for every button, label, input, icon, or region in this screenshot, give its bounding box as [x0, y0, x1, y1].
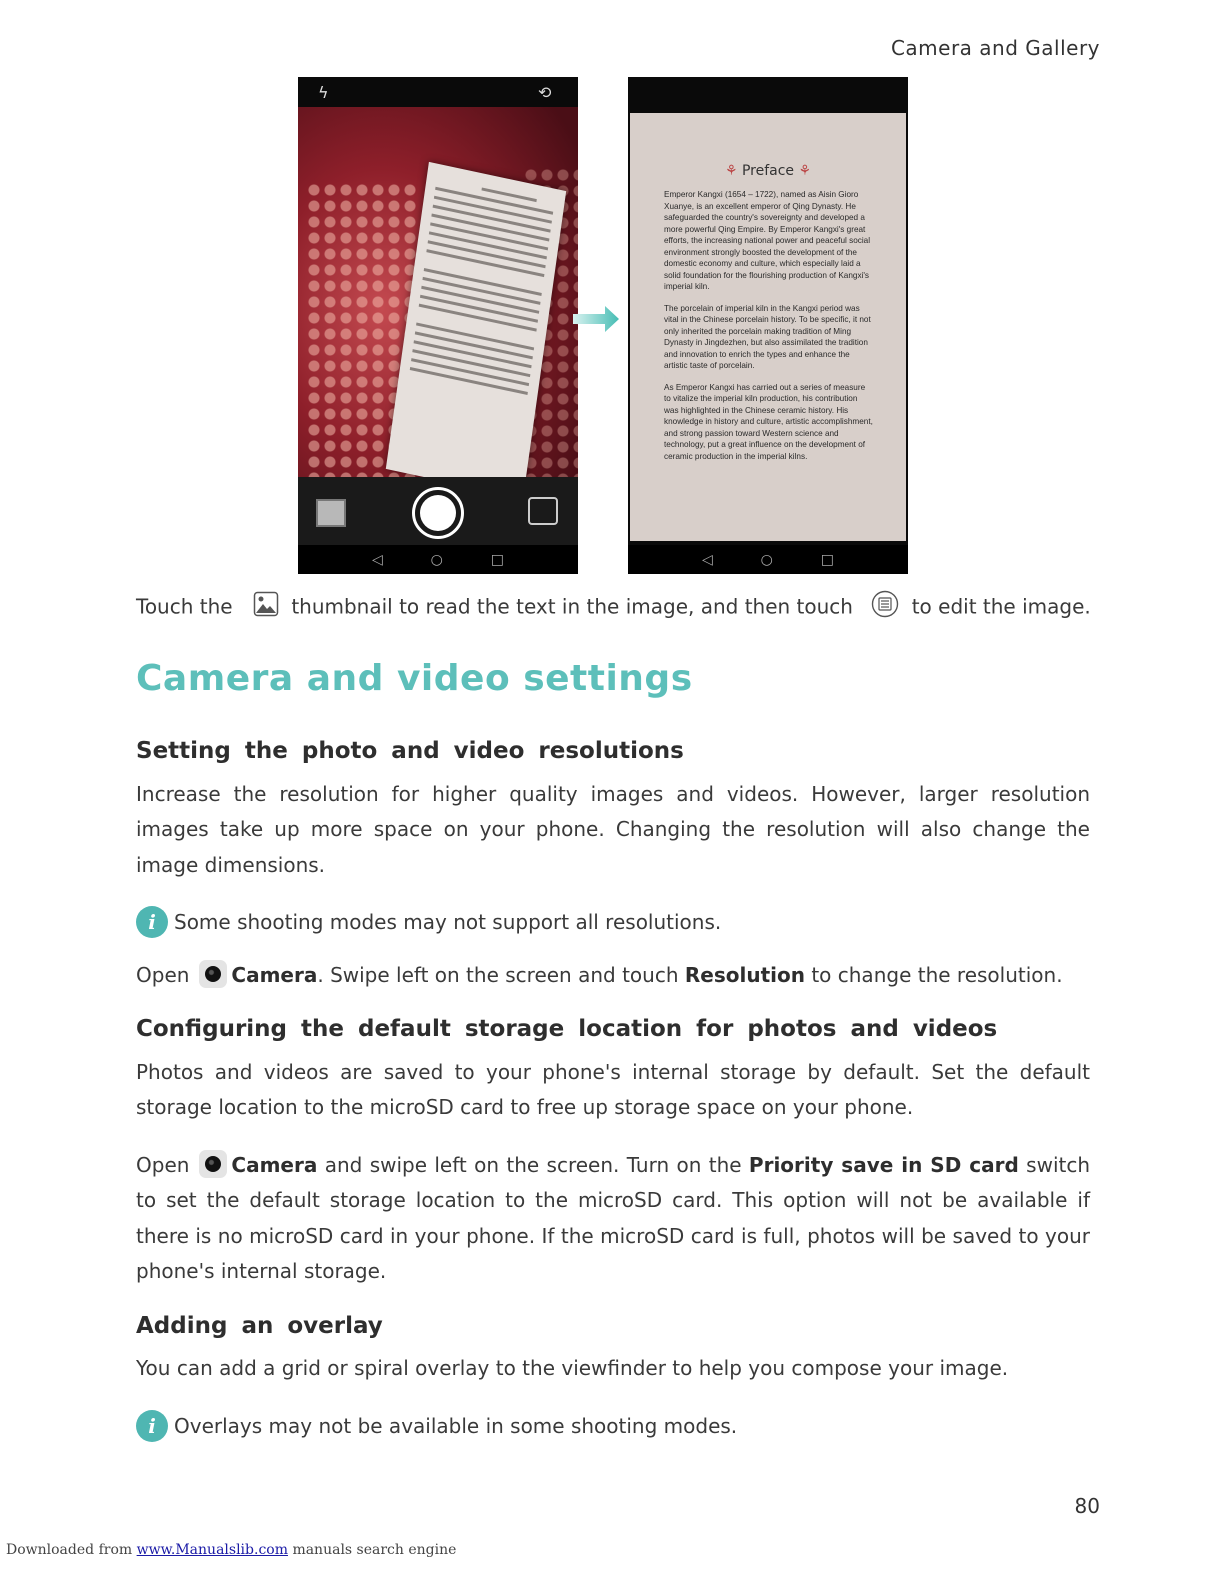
camera-app-icon: [199, 1150, 227, 1178]
resolutions-body: Increase the resolution for higher quality images and videos. However, larger resolution images take up more space on your phone. Changing the resolution will also change the image dimensions.: [136, 782, 1090, 877]
footer: Downloaded from www.Manualslib.com manuals search engine: [6, 1542, 457, 1558]
back-icon[interactable]: ◁: [371, 551, 383, 568]
switch-camera-icon: ⟲: [538, 83, 552, 102]
camera-app-icon: [199, 960, 227, 988]
home-icon[interactable]: ○: [760, 551, 773, 568]
camera-viewfinder-screenshot: [298, 77, 578, 574]
camera-controls: [298, 477, 578, 545]
document-title: ⚘ Preface ⚘: [724, 163, 812, 179]
screenshot-caption: Touch the thumbnail to read the text in the image, and then touch to edit the image.: [136, 594, 1091, 622]
nav-bar: [628, 545, 908, 574]
gallery-thumbnail-button[interactable]: [316, 499, 346, 527]
arrow-right-icon: [573, 306, 619, 332]
video-mode-button[interactable]: [528, 497, 558, 525]
heading-storage: Configuring the default storage location for photos and videos: [136, 1016, 998, 1042]
document-paragraph: As Emperor Kangxi has carried out a series of measure to vitalize the imperial kiln production, his contribution was highlighted in the Chinese ceramic history. His knowledge in history and culture, artistic accomplishment, and strong passion toward Western science and technology, put a great influence on the development of ceramic production in the imperial kilns.: [664, 382, 873, 461]
document-page: [630, 113, 906, 541]
document-paragraph: Emperor Kangxi (1654 – 1722), named as Aisin Gioro Xuanye, is an excellent emperor of Qing Dynasty. He safeguarded the country's sovereignty and developed a more powerful Qing Empire. By Emperor Kangxi's great efforts, the increasing national power and peaceful social environment strongly boosted the development of the domestic economy and culture, which especially laid a solid foundation for the flourishing production of Kangxi's imperial kiln.: [664, 190, 871, 291]
back-icon[interactable]: ◁: [701, 551, 713, 568]
heading-resolutions: Setting the photo and video resolutions: [136, 738, 684, 764]
document-text: [664, 189, 874, 472]
info-icon: i: [136, 906, 168, 938]
recents-icon[interactable]: □: [490, 551, 505, 568]
page-number: 80: [1074, 1494, 1100, 1518]
manualslib-link[interactable]: www.Manualslib.com: [136, 1542, 288, 1558]
home-icon[interactable]: ○: [430, 551, 443, 568]
info-icon: i: [136, 1410, 168, 1442]
page-header-section: Camera and Gallery: [890, 36, 1100, 60]
document-paragraph: The porcelain of imperial kiln in the Kangxi period was vital in the Chinese porcelain history. To be specific, it not only inherited the porcelain making tradition of Ming Dynasty in Jingdezhen, but also assimilated the tradition and innovation to enrich the types and enhance the artistic taste of porcelain.: [664, 303, 871, 370]
corrected-document-screenshot: [628, 77, 908, 574]
flash-off-icon: ϟ: [318, 83, 329, 102]
nav-bar: [298, 545, 578, 574]
heading-overlay: Adding an overlay: [136, 1313, 383, 1339]
section-title: Camera and video settings: [136, 658, 693, 699]
resolutions-instruction: Open Camera. Swipe left on the screen and touch Resolution to change the resolution.: [136, 958, 1063, 993]
overlay-body: You can add a grid or spiral overlay to the viewfinder to help you compose your image.: [136, 1356, 1009, 1380]
recents-icon[interactable]: □: [820, 551, 835, 568]
shutter-button[interactable]: [412, 487, 464, 539]
thumbnail-icon: [253, 591, 279, 617]
resolutions-note: i Some shooting modes may not support all resolutions.: [136, 906, 721, 938]
overlay-note: i Overlays may not be available in some shooting modes.: [136, 1410, 737, 1442]
edit-text-icon: [871, 590, 899, 618]
storage-instruction: Open Camera and swipe left on the screen. Turn on the Priority save in SD card switch to set the default storage location to the microSD card. This option will not be available if there is no microSD card in your phone. If the microSD card is full, photos will be saved to your phone's internal storage.: [136, 1148, 1090, 1289]
storage-body: Photos and videos are saved to your phone's internal storage by default. Set the default storage location to the microSD card to free up storage space on your phone.: [136, 1060, 1090, 1120]
